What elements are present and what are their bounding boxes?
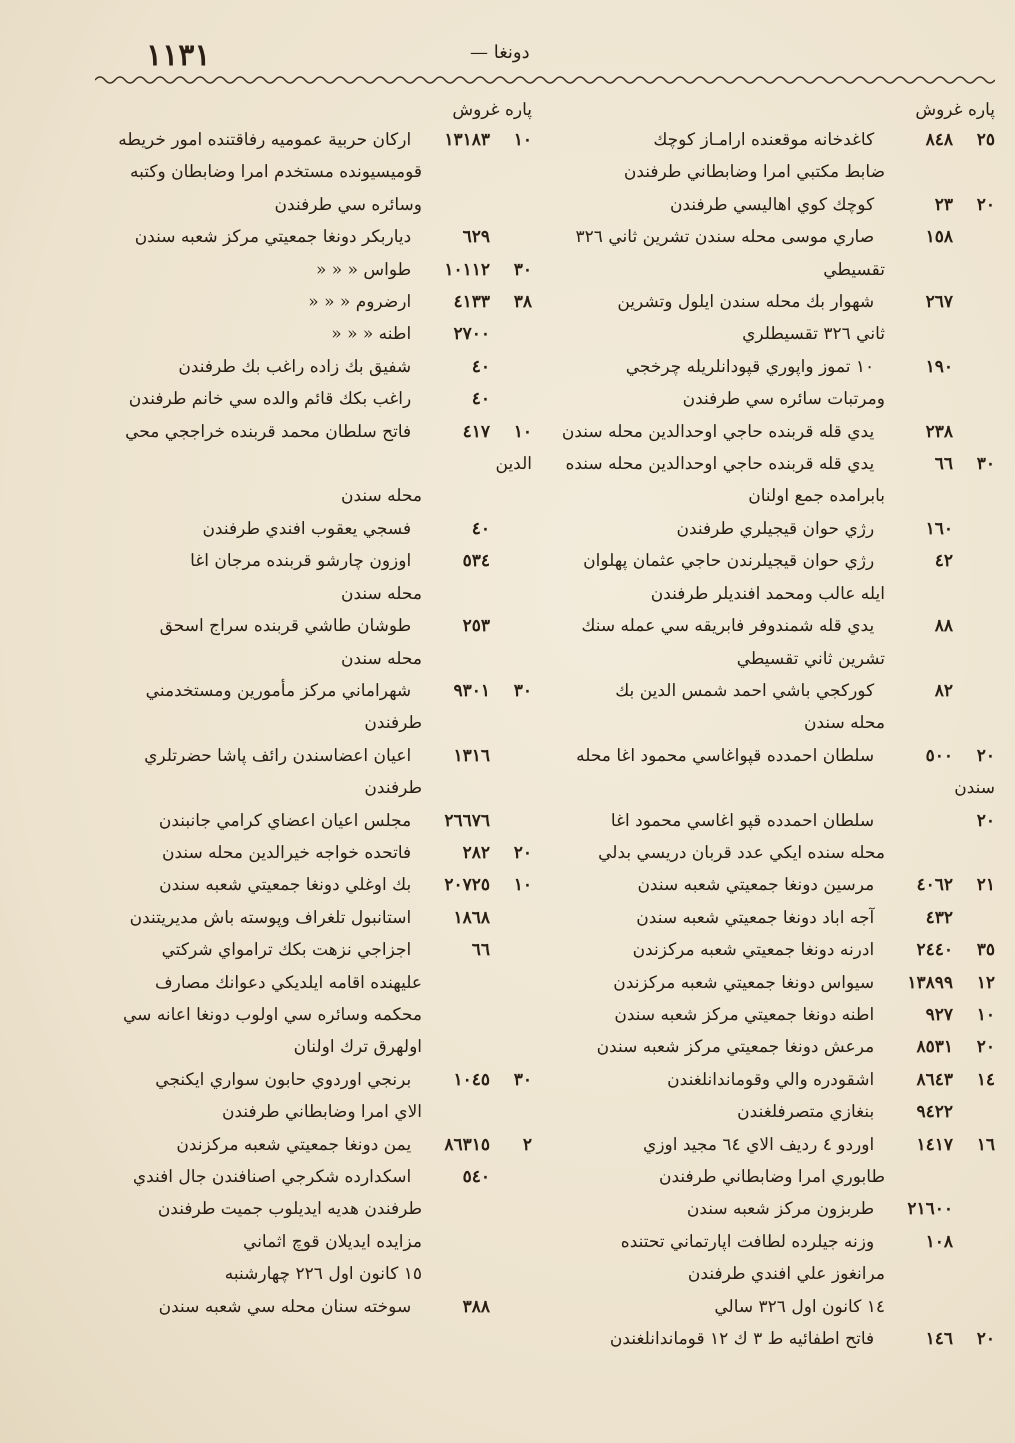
kurus-amount: ٥٣٤ xyxy=(462,551,490,572)
kurus-amount: ٢٨٢ xyxy=(462,842,490,863)
ledger-entry xyxy=(545,1193,995,1225)
ledger-entry xyxy=(545,1226,995,1258)
kurus-amount: ١٣١٦ xyxy=(453,745,490,766)
ledger-entry-continuation xyxy=(545,318,995,350)
kurus-amount: ٣٨٨ xyxy=(462,1296,490,1317)
kurus-amount: ١٣١٨٣ xyxy=(444,130,490,150)
ledger-entry-continuation xyxy=(545,643,995,675)
ledger-entry xyxy=(545,869,995,901)
ledger-entry xyxy=(92,837,532,869)
ledger-entry-continuation xyxy=(92,1193,532,1225)
kurus-amount: ٢٥٣ xyxy=(462,616,490,637)
para-amount: ٣٠ xyxy=(513,680,532,701)
ledger-entry-continuation xyxy=(92,772,532,804)
para-amount: ٢٠ xyxy=(976,745,995,766)
ledger-entry xyxy=(92,318,532,350)
para-amount: ٢ xyxy=(522,1134,532,1155)
para-amount: ١٢ xyxy=(976,972,995,993)
kurus-amount: ١٥٨ xyxy=(925,227,953,248)
entry-description: ١٤ كانون اول ٣٢٦ سالي xyxy=(714,1296,885,1317)
entry-description: استانبول تلغراف وپوسته باش مديريتندن xyxy=(129,907,412,928)
ledger-entry xyxy=(545,189,995,221)
ledger-entry-continuation xyxy=(545,578,995,610)
column-header: پاره غروش xyxy=(452,100,532,120)
kurus-amount: ٨٤٨ xyxy=(925,130,953,150)
ledger-entry-continuation xyxy=(545,837,995,869)
ledger-entry-continuation xyxy=(92,967,532,999)
ledger-entry xyxy=(92,1161,532,1193)
entry-description: يدي قله قربنده حاجي اوحدالدين محله سندن xyxy=(561,421,875,442)
entry-description: قوميسيونده مستخدم امرا وضابطان وكتبه xyxy=(130,162,422,183)
ledger-entry-continuation xyxy=(545,707,995,739)
kurus-amount: ٢٤٤٠ xyxy=(916,940,953,961)
entry-description: اركان حربية عموميه رفاقتنده امور خريطه xyxy=(118,130,412,150)
ledger-entry xyxy=(545,805,995,837)
para-amount: ٣٠ xyxy=(513,259,532,280)
entry-description: محله سندن xyxy=(340,583,422,604)
para-amount: ١٠ xyxy=(513,875,532,896)
entry-description: صاري موسى محله سندن تشرين ثاني ٣٢٦ xyxy=(575,227,875,248)
ledger-entry xyxy=(545,1096,995,1128)
ledger-entry xyxy=(545,740,995,805)
entry-description: آجه اباد دونغا جمعيتي شعبه سندن xyxy=(636,907,875,928)
ledger-entry xyxy=(545,221,995,253)
para-amount: ١٠ xyxy=(976,1004,995,1025)
entry-description: محله سندن xyxy=(803,713,885,734)
ledger-entry xyxy=(92,416,532,481)
ledger-entry-continuation xyxy=(92,480,532,512)
para-amount: ١٦ xyxy=(976,1134,995,1155)
ledger-entry xyxy=(545,1031,995,1063)
entry-description: كاغدخانه موقعنده ارامـاز كوچك xyxy=(653,130,875,150)
entry-description: عليهنده اقامه ايلديكي دعوانك مصارف xyxy=(155,972,422,993)
entry-description: اطنه « « « xyxy=(331,324,412,345)
entry-description: اسكدارده شكرجي اصنافندن جال افندي xyxy=(132,1167,412,1187)
entry-description: مرعش دونغا جمعيتي مركز شعبه سندن xyxy=(596,1037,875,1058)
kurus-amount: ١٦٠ xyxy=(925,518,953,539)
kurus-amount: ١٠١١٢ xyxy=(444,259,490,280)
entry-description: يمن دونغا جمعيتي شعبه مركزندن xyxy=(176,1134,412,1155)
entry-description: وسائره سي طرفندن xyxy=(274,194,422,215)
entry-description: تشرين ثاني تقسيطي xyxy=(736,648,885,669)
entry-description: اعيان اعضاسندن رائف پاشا حضرتلري xyxy=(144,745,412,766)
kurus-amount: ٥٤٠ xyxy=(462,1167,490,1187)
kurus-amount: ٢٦٧ xyxy=(925,292,953,313)
ledger-entry xyxy=(545,1129,995,1161)
ledger-entry xyxy=(545,416,995,448)
entry-description: سلطان احمدده قپو اغاسي محمود اغا xyxy=(610,810,875,831)
kurus-amount: ٩٤٢٢ xyxy=(916,1102,953,1123)
ledger-entry xyxy=(545,902,995,934)
entry-description: اجزاجي نزهت بكك ترامواي شركتي xyxy=(161,940,412,961)
entry-description: طابوري امرا وضابطاني طرفندن xyxy=(658,1167,885,1187)
entry-description: بنغازي متصرفلغندن xyxy=(737,1102,875,1123)
ledger-entry xyxy=(92,351,532,383)
kurus-amount: ٤٠ xyxy=(471,518,490,539)
ledger-entry-continuation xyxy=(545,156,995,188)
ledger-entry xyxy=(92,740,532,772)
entry-description: ١٠ تموز واپوري قپودانلريله چرخجي xyxy=(625,356,875,377)
entry-description: شهوار بك محله سندن ايلول وتشرين xyxy=(617,292,875,313)
para-amount: ٢٥ xyxy=(976,130,995,150)
entry-description: محله سنده ايكي عدد قربان دريسي بدلي xyxy=(598,842,885,863)
ledger-entry xyxy=(545,1064,995,1096)
para-amount: ٣٥ xyxy=(976,940,995,961)
entry-description: سيواس دونغا جمعيتي شعبه مركزندن xyxy=(613,972,875,993)
ledger-entry-continuation xyxy=(545,383,995,415)
ledger-entry xyxy=(92,1064,532,1096)
kurus-amount: ٨٨ xyxy=(934,616,953,637)
ledger-entry xyxy=(545,124,995,156)
entry-description: سوخته سنان محله سي شعبه سندن xyxy=(158,1296,412,1317)
entry-description: فاتح اطفائيه ط ٣ ك ١٢ قوماندانلغندن xyxy=(609,1329,875,1350)
kurus-amount: ٢٦٦٧٦ xyxy=(444,810,490,831)
ledger-entry xyxy=(545,448,995,480)
entry-description: كوركجي باشي احمد شمس الدين بك xyxy=(615,680,875,701)
kurus-amount: ١٩٠ xyxy=(925,356,953,377)
para-amount: ١٠ xyxy=(513,130,532,150)
ledger-entry-continuation xyxy=(92,1258,532,1290)
ledger-entry xyxy=(92,254,532,286)
entry-description: مرسين دونغا جمعيتي شعبه سندن xyxy=(637,875,875,896)
kurus-amount: ١٣٨٩٩ xyxy=(907,972,953,993)
entry-description: تقسيطي xyxy=(823,259,885,280)
ledger-entry xyxy=(92,286,532,318)
ledger-entry xyxy=(545,513,995,545)
kurus-amount: ٤٣٢ xyxy=(925,907,953,928)
ledger-entry xyxy=(545,286,995,318)
kurus-amount: ٨٦٣١٥ xyxy=(444,1134,490,1155)
entry-description: سلطان احمدده قپواغاسي محمود اغا محله سندن xyxy=(576,745,995,799)
para-amount: ١٠ xyxy=(513,421,532,442)
entry-description: ايله عالب ومحمد افنديلر طرفندن xyxy=(650,583,885,604)
running-head: دونغا — xyxy=(470,42,530,63)
entry-description: وزنه جيلرده لطافت اپارتماني تحتنده xyxy=(620,1231,875,1252)
ledger-entry xyxy=(92,513,532,545)
ledger-entry-continuation xyxy=(92,189,532,221)
ledger-entry xyxy=(545,545,995,577)
ledger-entry xyxy=(92,383,532,415)
entry-description: ضابط مكتبي امرا وضابطاني طرفندن xyxy=(623,162,885,183)
kurus-amount: ١٤١٧ xyxy=(916,1134,953,1155)
entry-description: اطنه دونغا جمعيتي مركز شعبه سندن xyxy=(614,1004,875,1025)
ledger-entry-continuation xyxy=(92,156,532,188)
entry-description: يدي قله قربنده حاجي اوحدالدين محله سنده xyxy=(565,454,875,475)
entry-description: كوچك كوي اهاليسي طرفندن xyxy=(669,194,875,215)
ledger-entry xyxy=(92,934,532,966)
entry-description: شفيق بك زاده راغب بك طرفندن xyxy=(178,356,412,377)
entry-description: محله سندن xyxy=(340,486,422,507)
ledger-entry-continuation xyxy=(92,1031,532,1063)
ledger-entry xyxy=(545,1323,995,1355)
ledger-entry xyxy=(545,610,995,642)
entry-description: ارضروم « « « xyxy=(308,292,412,313)
ledger-entry xyxy=(545,351,995,383)
ledger-entry-continuation xyxy=(92,578,532,610)
kurus-amount: ١٠٨ xyxy=(925,1231,953,1252)
entry-description: طوشان طاشي قربنده سراج اسحق xyxy=(159,616,412,637)
entry-description: طرفندن xyxy=(364,713,422,734)
para-amount: ٢٠ xyxy=(513,842,532,863)
entry-description: بك اوغلي دونغا جمعيتي شعبه سندن xyxy=(159,875,412,896)
para-amount: ٢٠ xyxy=(976,810,995,831)
entry-description: فاتحده خواجه خيرالدين محله سندن xyxy=(161,842,412,863)
right-column xyxy=(545,96,995,1355)
entry-description: مزايده ايديلان قوچ اثماني xyxy=(243,1231,422,1252)
entry-description: مجلس اعيان اعضاي كرامي جانبندن xyxy=(158,810,412,831)
ledger-entry xyxy=(92,610,532,642)
entry-description: اوردو ٤ رديف الاي ٦٤ مجيد اوزي xyxy=(643,1134,875,1155)
entry-description: طرفندن هديه ايديلوب جميت طرفندن xyxy=(157,1199,422,1220)
kurus-amount: ٤٢ xyxy=(934,551,953,572)
kurus-amount: ٩٣٠١ xyxy=(453,680,490,701)
para-amount: ٣٠ xyxy=(513,1069,532,1090)
para-amount: ٢٠ xyxy=(976,194,995,215)
ledger-entry xyxy=(92,675,532,707)
left-column xyxy=(92,96,532,1323)
kurus-amount: ٢٣٨ xyxy=(925,421,953,442)
kurus-amount: ٤١٣٣ xyxy=(453,292,490,313)
para-amount: ٣٨ xyxy=(513,292,532,313)
kurus-amount: ٤١٧ xyxy=(462,421,490,442)
entry-description: شهراماني مركز مأمورين ومستخدمني xyxy=(145,680,412,701)
entry-list xyxy=(545,124,995,1355)
para-amount: ٢١ xyxy=(976,875,995,896)
ledger-entry-continuation xyxy=(545,480,995,512)
entry-description: محله سندن xyxy=(340,648,422,669)
entry-description: طواس « « « xyxy=(315,259,412,280)
entry-description: رژي حوان قيجيلرندن حاجي عثمان پهلوان xyxy=(583,551,875,572)
kurus-amount: ١٠٤٥ xyxy=(453,1069,490,1090)
entry-description: طرفندن xyxy=(364,778,422,799)
ledger-entry xyxy=(545,967,995,999)
entry-description: برنجي اوردوي حابون سواري ايكنجي xyxy=(155,1069,412,1090)
page-number: ١١٣١ xyxy=(146,38,211,73)
ledger-entry-continuation xyxy=(92,1096,532,1128)
ledger-entry xyxy=(92,1129,532,1161)
ledger-entry-continuation xyxy=(92,1226,532,1258)
para-amount: ١٤ xyxy=(976,1069,995,1090)
entry-description: دياربكر دونغا جمعيتي مركز شعبه سندن xyxy=(134,227,412,248)
ledger-entry xyxy=(92,902,532,934)
entry-description: الاي امرا وضابطاني طرفندن xyxy=(221,1102,422,1123)
ledger-entry xyxy=(92,1291,532,1323)
ledger-entry xyxy=(92,545,532,577)
kurus-amount: ٨٥٣١ xyxy=(916,1037,953,1058)
entry-description: رژي حوان قيجيلري طرفندن xyxy=(676,518,875,539)
entry-description: ثاني ٣٢٦ تقسيطلري xyxy=(742,324,885,345)
wavy-divider xyxy=(95,74,995,86)
entry-description: فاتح سلطان محمد قربنده خراججي محي الدين xyxy=(125,421,532,475)
ledger-entry-continuation xyxy=(92,643,532,675)
ledger-entry xyxy=(545,999,995,1031)
entry-description: اوزون چارشو قربنده مرجان اغا xyxy=(190,551,412,572)
kurus-amount: ٢٠٧٢٥ xyxy=(444,875,490,896)
kurus-amount: ٦٦ xyxy=(934,454,953,475)
entry-description: اولهرق ترك اولنان xyxy=(293,1037,422,1058)
entry-description: فسجي يعقوب افندي طرفندن xyxy=(202,518,412,539)
kurus-amount: ٨٢ xyxy=(934,680,953,701)
kurus-amount: ٨٦٤٣ xyxy=(916,1069,953,1090)
kurus-amount: ٤٠٦٢ xyxy=(916,875,953,896)
kurus-amount: ١٨٦٨ xyxy=(453,907,490,928)
entry-description: ١٥ كانون اول ٢٢٦ چهارشنبه xyxy=(224,1264,422,1285)
kurus-amount: ٦٢٩ xyxy=(462,227,490,248)
entry-description: طربزون مركز شعبه سندن xyxy=(686,1199,875,1220)
ledger-entry xyxy=(92,805,532,837)
ledger-entry-continuation xyxy=(545,1161,995,1193)
para-amount: ٢٠ xyxy=(976,1037,995,1058)
kurus-amount: ٢٣ xyxy=(934,194,953,215)
ledger-entry-continuation xyxy=(92,999,532,1031)
entry-list xyxy=(92,124,532,1323)
ledger-entry-continuation xyxy=(545,1291,995,1323)
entry-description: اشقودره والي وقوماندانلغندن xyxy=(667,1069,875,1090)
kurus-amount: ١٤٦ xyxy=(925,1329,953,1350)
entry-description: بابرامده جمع اولنان xyxy=(748,486,885,507)
entry-description: راغب بكك قائم والده سي خانم طرفندن xyxy=(128,389,412,410)
ledger-entry xyxy=(545,675,995,707)
ledger-entry-continuation xyxy=(545,1258,995,1290)
kurus-amount: ٢١٦٠٠ xyxy=(907,1199,953,1220)
ledger-entry xyxy=(92,869,532,901)
entry-description: محكمه وسائره سي اولوب دونغا اعانه سي xyxy=(123,1004,422,1025)
ledger-entry-continuation xyxy=(545,254,995,286)
kurus-amount: ٥٠٠ xyxy=(925,745,953,766)
kurus-amount: ٤٠ xyxy=(471,389,490,410)
para-amount: ٢٠ xyxy=(976,1329,995,1350)
ledger-entry xyxy=(92,221,532,253)
ledger-entry xyxy=(92,124,532,156)
entry-description: ادرنه دونغا جمعيتي شعبه مركزندن xyxy=(632,940,875,961)
kurus-amount: ٦٦ xyxy=(471,940,490,961)
column-header: پاره غروش xyxy=(915,100,995,120)
entry-description: يدي قله شمندوفر فابريقه سي عمله سنك xyxy=(581,616,875,637)
kurus-amount: ٤٠ xyxy=(471,356,490,377)
entry-description: ومرتبات سائره سي طرفندن xyxy=(682,389,885,410)
kurus-amount: ٢٧٠٠ xyxy=(453,324,490,345)
entry-description: مرانغوز علي افندي طرفندن xyxy=(687,1264,885,1285)
ledger-entry-continuation xyxy=(92,707,532,739)
kurus-amount: ٩٢٧ xyxy=(925,1004,953,1025)
ledger-entry xyxy=(545,934,995,966)
para-amount: ٣٠ xyxy=(976,454,995,475)
